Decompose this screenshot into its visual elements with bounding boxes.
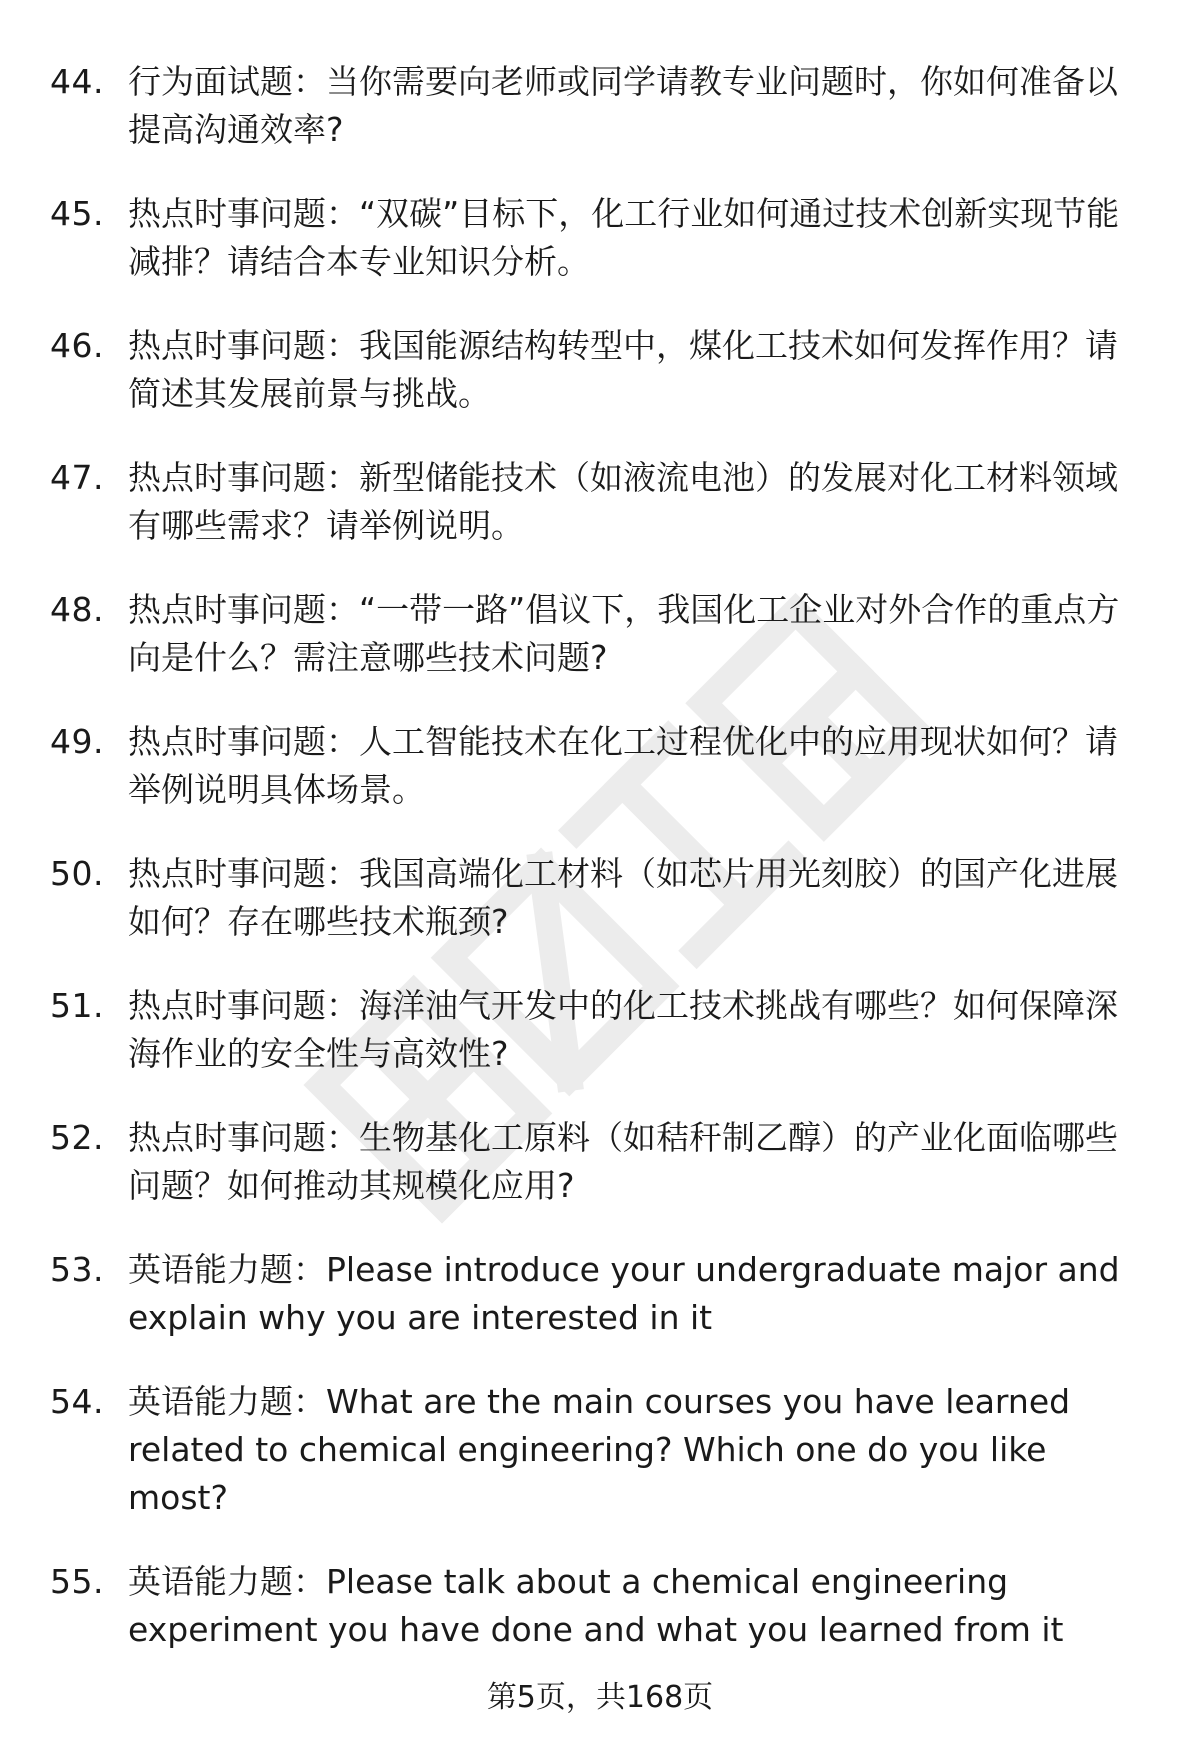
question-category: 热点时事问题： xyxy=(128,194,359,233)
question-category: 英语能力题： xyxy=(128,1562,326,1601)
question-body: What are the main courses you have learned related to chemical engineering? Which one do you like most? xyxy=(128,1382,1071,1517)
question-text xyxy=(128,190,1150,286)
question-number: 45. xyxy=(50,194,104,233)
list-item xyxy=(50,718,1150,814)
question-category: 热点时事问题： xyxy=(128,986,359,1025)
question-text xyxy=(128,58,1150,154)
list-item xyxy=(50,1558,1150,1654)
question-number: 49. xyxy=(50,722,104,761)
question-body: “双碳”目标下，化工行业如何通过技术创新实现节能减排？请结合本专业知识分析。 xyxy=(128,194,1120,281)
list-item xyxy=(50,454,1150,550)
question-body: 新型储能技术（如液流电池）的发展对化工材料领域有哪些需求？请举例说明。 xyxy=(128,458,1118,545)
question-number: 52. xyxy=(50,1118,104,1157)
question-category: 热点时事问题： xyxy=(128,458,359,497)
question-body: “一带一路”倡议下，我国化工企业对外合作的重点方向是什么？需注意哪些技术问题? xyxy=(128,590,1120,677)
list-item xyxy=(50,58,1150,154)
question-text xyxy=(128,982,1150,1078)
list-item xyxy=(50,322,1150,418)
question-text xyxy=(128,586,1150,682)
question-text xyxy=(128,1114,1150,1210)
list-item xyxy=(50,586,1150,682)
question-body: Please introduce your undergraduate major and explain why you are interested in it xyxy=(128,1250,1120,1337)
question-category: 行为面试题： xyxy=(128,62,326,101)
question-text xyxy=(128,718,1150,814)
question-text xyxy=(128,322,1150,418)
question-number: 53. xyxy=(50,1250,104,1289)
question-body: 生物基化工原料（如秸秆制乙醇）的产业化面临哪些问题？如何推动其规模化应用? xyxy=(128,1118,1118,1205)
question-text xyxy=(128,1246,1150,1342)
question-category: 热点时事问题： xyxy=(128,590,359,629)
question-body: Please talk about a chemical engineering experiment you have done and what you learned from it xyxy=(128,1562,1064,1649)
list-item xyxy=(50,1246,1150,1342)
list-item xyxy=(50,190,1150,286)
question-text xyxy=(128,1558,1150,1654)
list-item xyxy=(50,982,1150,1078)
question-number: 48. xyxy=(50,590,104,629)
question-category: 热点时事问题： xyxy=(128,326,359,365)
question-category: 英语能力题： xyxy=(128,1250,326,1289)
question-number: 51. xyxy=(50,986,104,1025)
question-list xyxy=(50,58,1150,1690)
question-text xyxy=(128,454,1150,550)
list-item xyxy=(50,1378,1150,1522)
question-body: 我国能源结构转型中，煤化工技术如何发挥作用？请简述其发展前景与挑战。 xyxy=(128,326,1118,413)
list-item xyxy=(50,850,1150,946)
page-footer: 第5页，共168页 xyxy=(486,1680,714,1715)
list-item xyxy=(50,1114,1150,1210)
question-category: 英语能力题： xyxy=(128,1382,326,1421)
question-body: 我国高端化工材料（如芯片用光刻胶）的国产化进展如何？存在哪些技术瓶颈? xyxy=(128,854,1118,941)
question-category: 热点时事问题： xyxy=(128,1118,359,1157)
question-number: 44. xyxy=(50,62,104,101)
question-body: 海洋油气开发中的化工技术挑战有哪些？如何保障深海作业的安全性与高效性? xyxy=(128,986,1118,1073)
question-text xyxy=(128,850,1150,946)
question-text xyxy=(128,1378,1150,1522)
question-number: 54. xyxy=(50,1382,104,1421)
question-number: 55. xyxy=(50,1562,104,1601)
question-body: 当你需要向老师或同学请教专业问题时，你如何准备以提高沟通效率? xyxy=(128,62,1118,149)
question-body: 人工智能技术在化工过程优化中的应用现状如何？请举例说明具体场景。 xyxy=(128,722,1118,809)
question-number: 47. xyxy=(50,458,104,497)
question-category: 热点时事问题： xyxy=(128,854,359,893)
question-category: 热点时事问题： xyxy=(128,722,359,761)
question-number: 46. xyxy=(50,326,104,365)
question-number: 50. xyxy=(50,854,104,893)
